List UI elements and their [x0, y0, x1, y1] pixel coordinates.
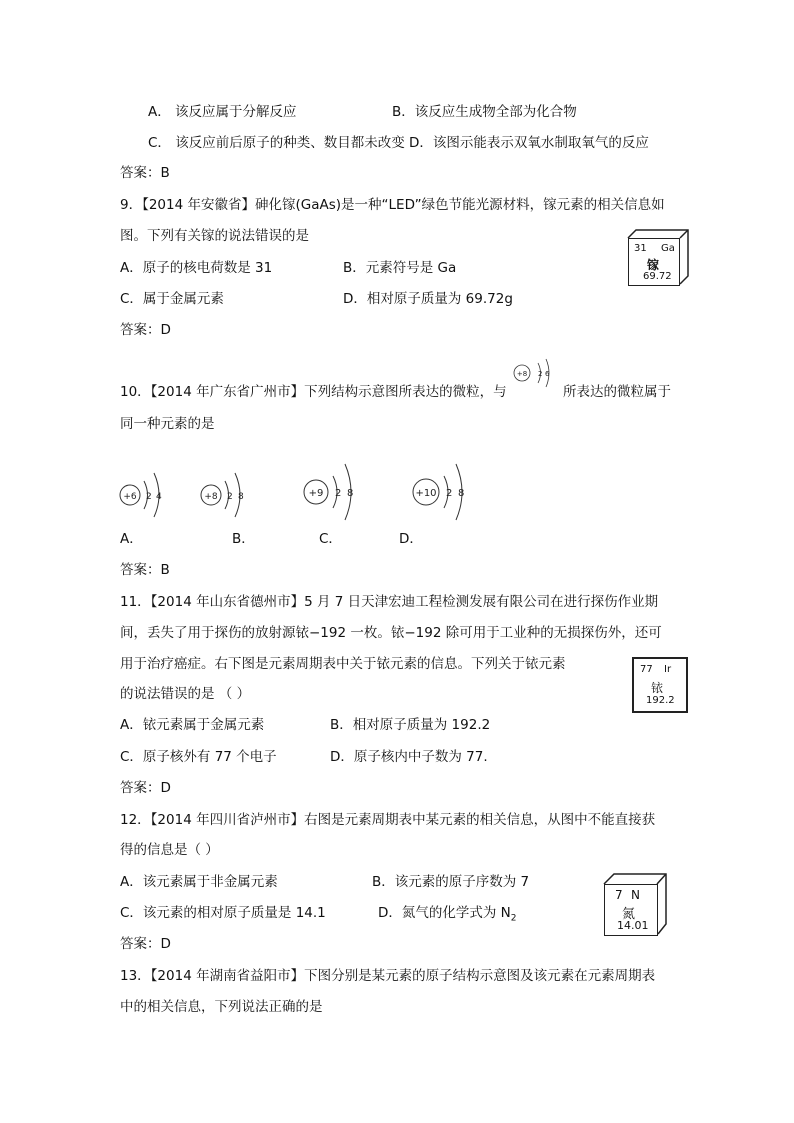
q10-stem-line2: 同一种元素的是 [120, 416, 215, 432]
q10-label-b: B． [232, 531, 255, 547]
q10-diagram-d [408, 458, 480, 526]
q9-stem-line1: 9．【2014 年安徽省】砷化镓(GaAs)是一种“LED”绿色节能光源材料，镓元素的相关信息如 [120, 197, 665, 213]
diagram-d-nucleus: +10 [415, 488, 437, 499]
q11-option-d: D．原子核内中子数为 77. [330, 749, 488, 765]
q9-option-b: B．元素符号是 Ga [343, 260, 457, 276]
q12-option-b: B．该元素的原子序数为 7 [372, 874, 530, 890]
q11-answer: 答案：D [120, 780, 171, 796]
q12-stem-line1: 12．【2014 年四川省泸州市】右图是元素周期表中某元素的相关信息，从图中不能直接获 [120, 812, 656, 828]
q10-label-c: C． [319, 531, 342, 547]
q8-option-a: A． 该反应属于分解反应 [148, 104, 297, 120]
q11-stem-line1: 11．【2014 年山东省德州市】5 月 7 日天津宏迪工程检测发展有限公司在进行探伤作业期 [120, 594, 659, 610]
q10-label-a: A． [120, 531, 143, 547]
tile-atomic-number: 7 [615, 888, 623, 902]
q10-ref-nucleus: +8 [516, 370, 528, 378]
q9-option-d: D．相对原子质量为 69.72g [343, 291, 513, 307]
diagram-b-shell-2: 8 [238, 492, 244, 502]
q9-option-a: A．原子的核电荷数是 31 [120, 260, 273, 276]
tile-symbol: Ir [664, 664, 672, 675]
tile-element-name: 镓 [647, 258, 660, 272]
diagram-a-shell-2: 4 [156, 492, 162, 502]
diagram-c-shell-2: 8 [347, 488, 354, 499]
tile-atomic-number: 77 [640, 664, 653, 675]
q9-stem-line2: 图。下列有关镓的说法错误的是 [120, 228, 309, 244]
q10-stem-line1b: 所表达的微粒属于 [563, 384, 671, 400]
q10-stem-line1a: 10．【2014 年广东省广州市】下列结构示意图所表达的微粒，与 [120, 384, 507, 400]
diagram-d-shell-2: 8 [458, 488, 465, 499]
tile-symbol: N [631, 888, 640, 902]
q9-option-c: C．属于金属元素 [120, 291, 224, 307]
q10-ref-shell-1: 2 [538, 370, 543, 378]
q8-option-cd: C． 该反应前后原子的种类、数目都未改变 D．该图示能表示双氧水制取氧气的反应 [148, 135, 649, 151]
q13-stem-line1: 13．【2014 年湖南省益阳市】下图分别是某元素的原子结构示意图及该元素在元素周期表 [120, 968, 656, 984]
q8-option-b: B．该反应生成物全部为化合物 [392, 104, 577, 120]
nitrogen-tile-3d-edge [604, 874, 668, 936]
tile-element-name: 铱 [651, 681, 664, 695]
q10-diagram-c [300, 458, 370, 526]
q10-ref-shell-2: 6 [545, 370, 550, 378]
q10-reference-atom-diagram [508, 355, 564, 397]
q11-stem-line2: 间，丢失了用于探伤的放射源铱−192 一枚。铱−192 除可用于工业种的无损探伤外，还可 [120, 625, 662, 641]
q11-option-c: C．原子核外有 77 个电子 [120, 749, 277, 765]
q9-answer: 答案：D [120, 322, 171, 338]
q12-option-a: A．该元素属于非金属元素 [120, 874, 278, 890]
iridium-element-tile [632, 657, 688, 713]
q11-option-a: A．铱元素属于金属元素 [120, 717, 265, 733]
diagram-a-shell-1: 2 [146, 492, 152, 502]
diagram-b-nucleus: +8 [204, 492, 218, 502]
diagram-b-shell-1: 2 [227, 492, 233, 502]
tile-atomic-number: 31 [634, 243, 647, 254]
q8-answer: 答案：B [120, 165, 170, 181]
q13-stem-line2: 中的相关信息，下列说法正确的是 [120, 999, 323, 1015]
diagram-d-shell-1: 2 [446, 488, 453, 499]
tile-symbol: Ga [661, 243, 675, 254]
diagram-c-shell-1: 2 [335, 488, 342, 499]
q12-option-d: D．氮气的化学式为 $N_2$ [378, 905, 517, 924]
q10-diagram-a [118, 465, 178, 525]
q10-label-d: D． [399, 531, 423, 547]
q12-option-c: C．该元素的相对原子质量是 14.1 [120, 905, 326, 921]
q11-stem-line4: 的说法错误的是 （ ） [120, 686, 251, 702]
tile-atomic-mass: 14.01 [617, 919, 649, 932]
q11-stem-line3: 用于治疗癌症。右下图是元素周期表中关于铱元素的信息。下列关于铱元素 [120, 656, 566, 672]
diagram-c-nucleus: +9 [308, 488, 324, 499]
q10-answer: 答案：B [120, 562, 170, 578]
q10-diagram-b [198, 465, 258, 525]
tile-element-name: 氮 [622, 907, 636, 922]
q11-option-b: B．相对原子质量为 192.2 [330, 717, 491, 733]
q12-answer: 答案：D [120, 936, 171, 952]
diagram-a-nucleus: +6 [123, 492, 137, 502]
q12-stem-line2: 得的信息是（ ） [120, 842, 219, 858]
gallium-tile-3d-edge [628, 230, 690, 290]
tile-atomic-mass: 69.72 [643, 271, 672, 282]
tile-atomic-mass: 192.2 [646, 695, 675, 706]
